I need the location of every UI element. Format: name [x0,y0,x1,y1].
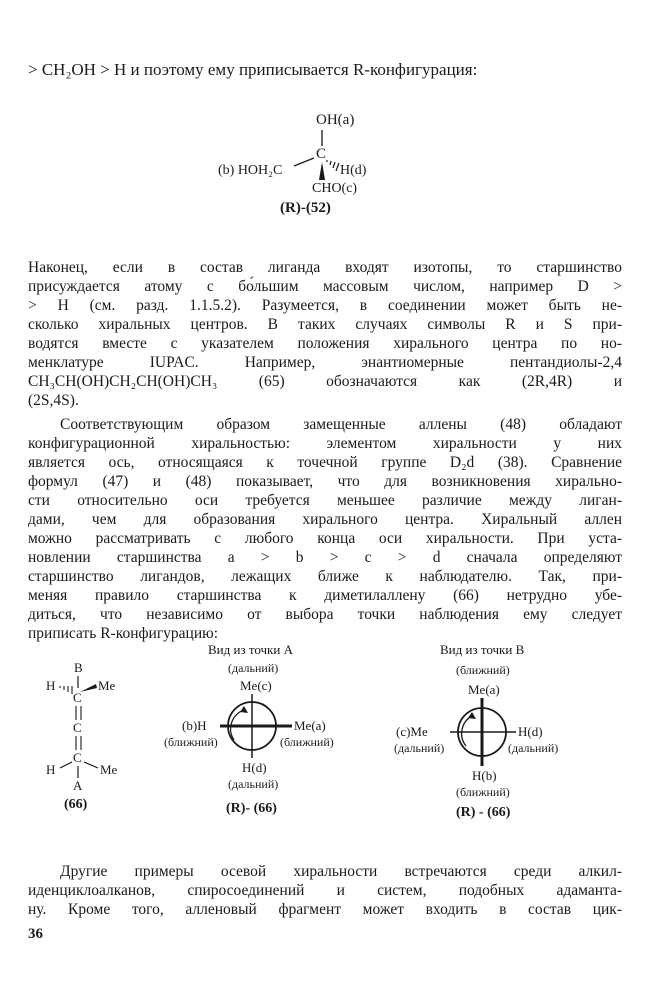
allene-h-bot: H [46,762,56,777]
allene-c-mid: C [73,720,82,735]
allene-c-top: C [73,690,82,705]
view-a-left: (b)H [182,718,207,733]
view-a-title: Вид из точки A [208,642,293,657]
allene-c-bot: C [73,750,82,765]
view-b-rotation-arrow [462,716,472,746]
view-a-top: Me(c) [240,678,272,693]
view-b-caption: (R) - (66) [456,805,511,820]
allene-66 [40,658,140,818]
allene-me-top: Me [98,678,116,693]
allene-a: A [73,778,83,793]
s52-hd: H(d) [340,163,367,178]
view-b-top: Me(a) [468,682,500,697]
intro-line: > CH₂OH > H и поэтому ему приписывается R-конфигурация: [28,60,478,79]
view-b-bottom-note: (ближний) [456,785,510,799]
s52-cho: CHO(c) [312,181,358,196]
view-a-caption: (R)- (66) [226,801,277,816]
allene-h-top: H [46,678,56,693]
view-a-bottom-note: (дальний) [228,777,279,791]
view-a-top-note: (дальний) [228,661,279,675]
page-number: 36 [28,926,43,942]
view-b-right-note: (дальний) [508,741,559,755]
allene-caption: (66) [64,797,88,812]
view-a-left-note: (ближний) [164,735,218,749]
structure-52 [210,108,410,218]
allene-b: B [74,660,83,675]
s52-hoh2c: (b) HOH₂C [218,163,283,178]
view-b-right: H(d) [518,724,543,739]
view-b-projection [392,640,592,830]
view-a-bottom: H(d) [242,760,267,775]
s52-oh: OH(a) [316,112,355,128]
view-b-left-note: (дальний) [394,741,445,755]
view-b-title: Вид из точки B [440,642,525,657]
view-a-right: Me(a) [294,718,326,733]
view-a-projection [160,640,350,820]
s52-hashed-bond [327,160,339,171]
view-a-right-note: (ближний) [280,735,334,749]
allene-me-bot: Me [100,762,118,777]
view-b-bottom: H(b) [472,768,497,783]
book-page: > CH₂OH > H и поэтому ему приписывается R-конфигурация: OH(a) C (b) HOH₂C H(d) CHO(c) (R)-(52) Наконец, если в состав лиганда входят изотопы, то старшинство присуждается атому с бо́льшим массовым числом, например D > > H (см. разд. 1.1.5.2). Разумеется, в соединении может быть не- сколько хиральных центров. В таких случаях символы R и S при- водятся вместе с указателем положения хирального центра по но- менклатуре IUPAC. Например, энантиомерные пентандиолы-2,4 CH₃CH(OH)CH₂CH(OH)CH₃ (65) обозначаются как (2R,4R) и (2S,4S). Соответствующим образом замещенные аллены (48) обладают конфигурационной хиральностью: элементом хиральности у них является ось, относящаяся к точечной группе D₂d (38). Сравнение формул (47) и (48) показывает, что для возникновения хирально- сти относительно оси требуется меньшее различие между лиган- дами, чем для образования хирального центра. Хиральный аллен можно рассматривать с любого конца оси хиральности. При уста- новлении старшинства a > b > c > d сначала определяют старшинство лигандов, лежащих ближе к наблюдателю. Так, при- меняя правило старшинства к диметилаллену (66) нетрудно убе- диться, что независимо от выбора точки наблюдения ему следует приписать R-конфигурацию: B H Me C C C H Me A (66) Вид из точки A (дальний) Me(c) (b)H Me(a) (ближний) (ближний) H(d) (дальний) (R)- (66) Вид из точки B (ближний) Me(a) (c)Me H(d) (дальний) (дальний) H(b) (ближний) (R) - (66) Другие примеры осевой хиральности встречаются среди алкил- иденциклоалканов, спиросоединений и систем, подобных адаманта- ну. Кроме того, алленовый фрагмент может входить в состав цик- 36 [28,60,622,942]
view-b-top-note: (ближний) [456,663,510,677]
s52-caption: (R)-(52) [280,200,331,216]
view-b-left: (c)Me [396,724,428,739]
s52-carbon: C [316,146,327,162]
s52-wedge-bond [319,162,325,180]
